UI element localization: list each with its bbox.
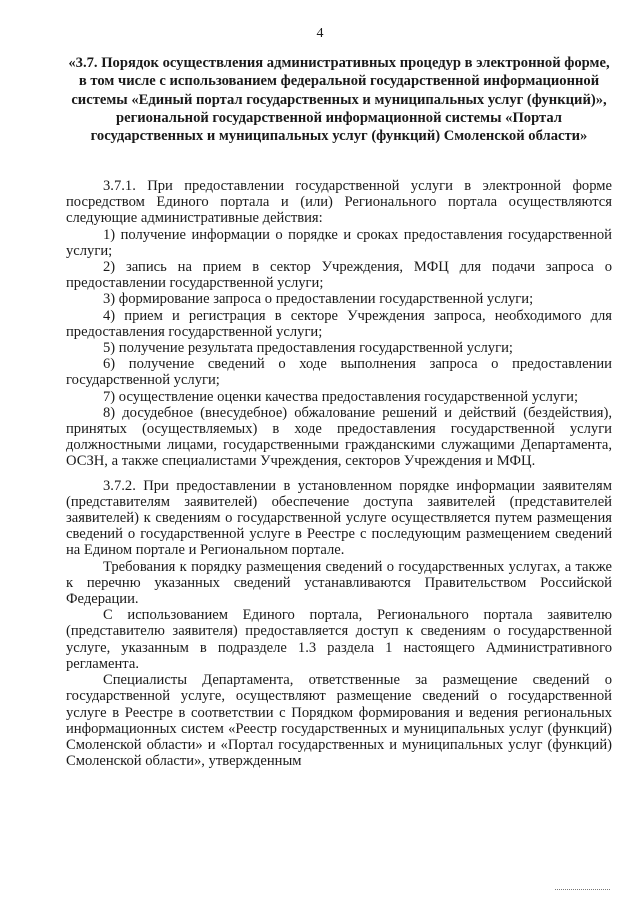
paragraph-3-7-2: 3.7.2. При предоставлении в установленном порядке информации заявителям (представителям заявителей) обеспечение доступа заявителей (представителей заявителей) к сведениям о государственной услуге осуществляется путем размещения сведений о государственной услуге в Реестре с последующим размещением сведений на Едином портале и Региональном портале. (66, 477, 612, 559)
document-body (66, 178, 612, 769)
list-item-5: 5) получение результата предоставления государственной услуги; (103, 340, 513, 357)
paragraph-access: С использованием Единого портала, Регионального портала заявителю (представителю заявителя) предоставляется доступ к сведениям о государственной услуге, указанным в подразделе 1.3 раздела 1 настоящего Административного регламента. (66, 607, 612, 672)
section-title: «3.7. Порядок осуществления административных процедур в электронной форме, в том числе с использованием федеральной государственной информационной системы «Единый портал государственных и муниципальных услуг (функций)», региональной государственной информационной системы «Портал государственных и муниципальных услуг (функций) Смоленской области» (68, 55, 610, 145)
paragraph-requirements: Требования к порядку размещения сведений о государственных услугах, а также к перечню указанных сведений устанавливаются Правительством Российской Федерации. (66, 558, 612, 608)
list-item-6: 6) получение сведений о ходе выполнения запроса о предоставлении государственной услуги; (66, 356, 612, 389)
page-number: 4 (316, 26, 324, 41)
list-item-8: 8) досудебное (внесудебное) обжалование решений и действий (бездействия), принятых (осуществляемых) в ходе предоставления государственной услуги должностными лицами, государственными гражданскими служащими Департамента, ОСЗН, а также специалистами Учреждения, секторов Учреждения и МФЦ. (66, 404, 612, 470)
list-item-4: 4) прием и регистрация в секторе Учреждения запроса, необходимого для предоставления государственной услуги; (66, 307, 612, 340)
scan-mark (555, 889, 610, 891)
list-item-1: 1) получение информации о порядке и сроках предоставления государственной услуги; (66, 226, 612, 259)
list-item-2: 2) запись на прием в сектор Учреждения, МФЦ для подачи запроса о предоставлении государственной услуги; (66, 259, 612, 292)
list-item-7: 7) осуществление оценки качества предоставления государственной услуги; (103, 388, 579, 405)
paragraph-gap (66, 470, 612, 478)
list-item-3: 3) формирование запроса о предоставлении государственной услуги; (103, 291, 534, 308)
paragraph-specialists: Специалисты Департамента, ответственные за размещение сведений о государственной услуге, осуществляют размещение сведений о государственной услуге в Реестре в соответствии с Порядком формирования и ведения региональных информационных систем «Реестр государственных и муниципальных услуг (функций) Смоленской области» и «Портал государственных и муниципальных услуг (функций) Смоленской области», утвержденным (66, 672, 612, 770)
paragraph-3-7-1: 3.7.1. При предоставлении государственной услуги в электронной форме посредством Единого портала и (или) Регионального портала осуществляются следующие административные действия: (66, 178, 612, 227)
